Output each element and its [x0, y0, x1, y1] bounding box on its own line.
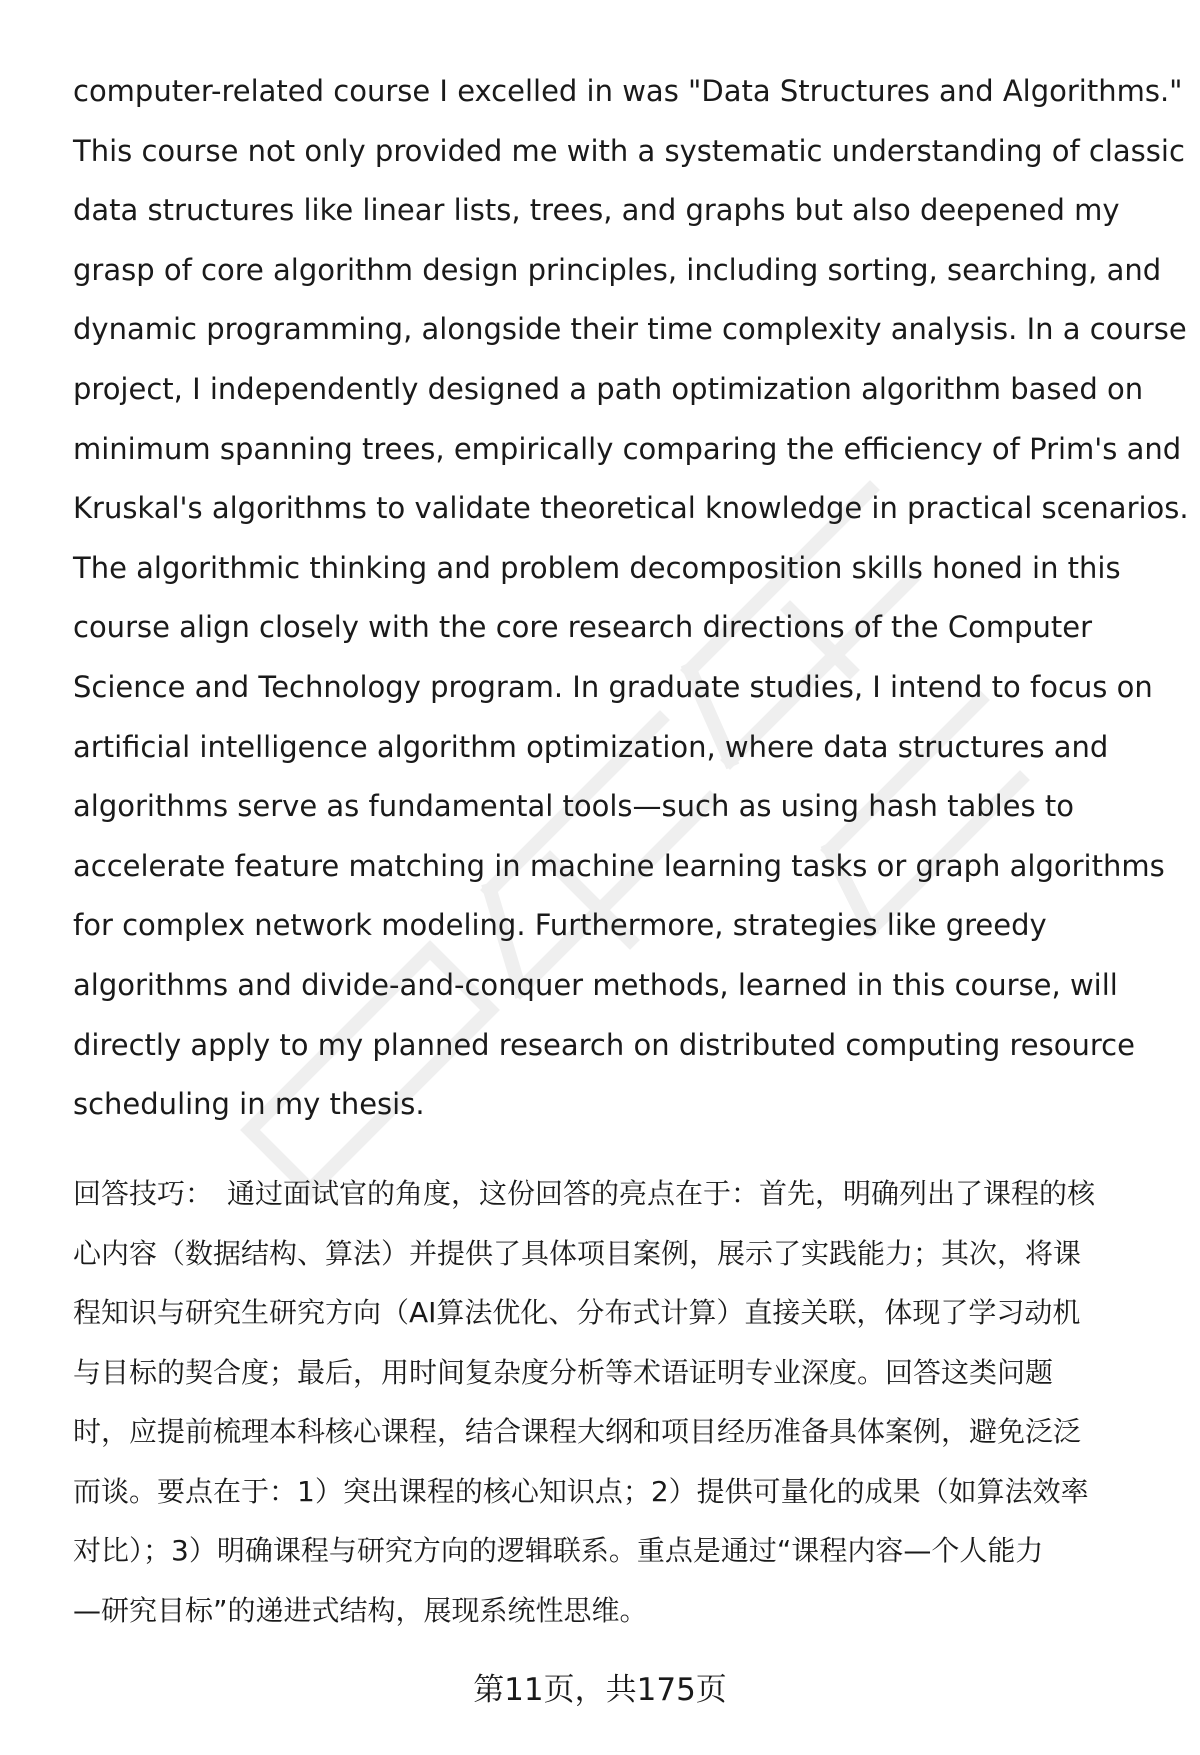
essay-body	[73, 62, 1189, 1135]
essay-line: Science and Technology program. In graduate studies, I intend to focus on	[73, 669, 1153, 704]
essay-line: minimum spanning trees, empirically comparing the efficiency of Prim's and	[73, 431, 1182, 466]
essay-line: computer-related course I excelled in was "Data Structures and Algorithms."	[73, 74, 1183, 108]
essay-line: data structures like linear lists, trees, and graphs but also deepened my	[73, 193, 1120, 228]
essay-line: dynamic programming, alongside their time complexity analysis. In a course	[73, 312, 1187, 347]
tips-line: 与目标的契合度；最后，用时间复杂度分析等术语证明专业深度。回答这类问题	[73, 1355, 1054, 1389]
essay-line: directly apply to my planned research on distributed computing resource	[73, 1027, 1135, 1062]
essay-line: algorithms and divide-and-conquer methods, learned in this course, will	[73, 967, 1118, 1002]
essay-line: This course not only provided me with a systematic understanding of classic	[73, 133, 1185, 168]
essay-line: artificial intelligence algorithm optimization, where data structures and	[73, 729, 1109, 764]
page-number: 第11页，共175页	[473, 1672, 727, 1708]
essay-line: scheduling in my thesis.	[73, 1087, 425, 1122]
tips-line: 心内容（数据结构、算法）并提供了具体项目案例，展示了实践能力；其次，将课	[73, 1236, 1082, 1270]
tips-line: 时，应提前梳理本科核心课程，结合课程大纲和项目经历准备具体案例，避免泛泛	[73, 1415, 1082, 1448]
tips-line: 而谈。要点在于：1）突出课程的核心知识点；2）提供可量化的成果（如算法效率	[73, 1474, 1089, 1508]
tips-line: 程知识与研究生研究方向（AI算法优化、分布式计算）直接关联，体现了学习动机	[73, 1296, 1081, 1329]
answer-tips	[73, 1164, 1163, 1640]
essay-line: course align closely with the core research directions of the Computer	[73, 610, 1093, 645]
essay-line: algorithms serve as fundamental tools—such as using hash tables to	[73, 789, 1074, 824]
essay-line: accelerate feature matching in machine learning tasks or graph algorithms	[73, 848, 1165, 883]
essay-line: Kruskal's algorithms to validate theoretical knowledge in practical scenarios.	[73, 491, 1189, 526]
essay-line: for complex network modeling. Furthermore, strategies like greedy	[73, 908, 1047, 943]
tips-line: —研究目标”的递进式结构，展现系统性思维。	[73, 1593, 648, 1627]
essay-line: project, I independently designed a path optimization algorithm based on	[73, 371, 1144, 406]
essay-line: grasp of core algorithm design principles, including sorting, searching, and	[73, 252, 1162, 287]
tips-first-line	[73, 1164, 1163, 1224]
essay-line: The algorithmic thinking and problem decomposition skills honed in this	[73, 550, 1121, 585]
tips-line: 通过面试官的角度，这份回答的亮点在于：首先，明确列出了课程的核	[227, 1177, 1096, 1210]
tips-line: 对比）；3）明确课程与研究方向的逻辑联系。重点是通过“课程内容—个人能力	[73, 1534, 1044, 1567]
tips-label: 回答技巧：	[73, 1177, 214, 1210]
